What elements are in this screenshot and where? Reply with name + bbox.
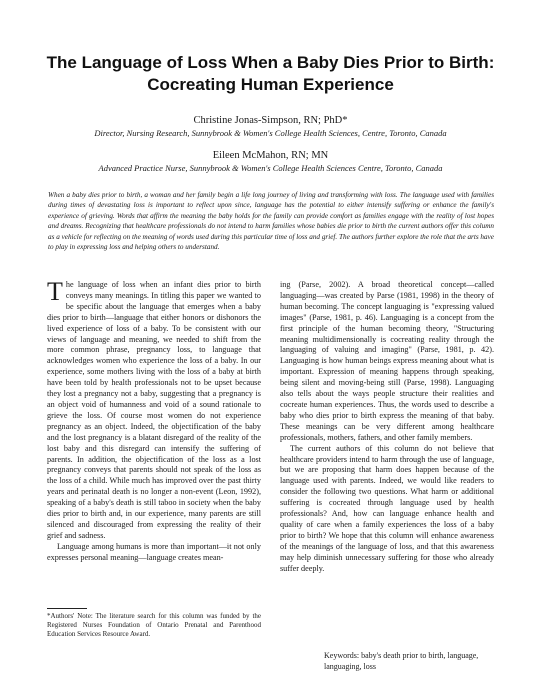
body-paragraph: Language among humans is more than important—it not only expresses personal meaning—language creates mean- xyxy=(47,541,261,562)
body-column-right xyxy=(280,280,494,574)
body-paragraph: The language of loss when an infant dies prior to birth conveys many meanings. In titling this paper we wanted to be specific about the language that emerges when a baby dies prior to birth—language that either honors or dishonors the lived experience of loss of a baby. To be consistent with our views of language and meaning, we needed to shift from the more common phrase, pregnancy loss, to language that acknowledges women who experience the loss of a baby. In our experience, some mothers living with the loss of a baby at birth have been told by health professionals not to be upset because they lost a pregnancy not a baby, suggesting that a pregnancy is an object void of humanness and void of a sound rationale to grieve the loss. Of course most women do not experience pregnancy as an object. Indeed, the objectification of the baby and the lost pregnancy is a blatant disregard of the reality of the lost baby and this disregard can intensify the suffering of parents. In addition, the objectification of the loss as a lost pregnancy conveys that parents should not speak of the loss as the loss of a child. While much has improved over the past thirty years and perinatal death is no longer a non-event (Leon, 1992), speaking of a baby's death is still taboo in society when the baby dies prior to birth and, in our experience, many parents are still silenced and discouraged from expressing the reality of their grief and sadness. xyxy=(47,277,261,540)
author-2-name: Eileen McMahon, RN; MN xyxy=(212,150,329,161)
keywords xyxy=(324,651,496,672)
author-1-affiliation: Director, Nursing Research, Sunnybrook & Women's College Health Sciences, Centre, Toronto, Canada xyxy=(94,128,447,138)
keywords-label: Keywords: xyxy=(324,651,360,660)
drop-cap: T xyxy=(47,277,63,306)
author-2-affiliation: Advanced Practice Nurse, Sunnybrook & Women's College Health Sciences Centre, Toronto, Canada xyxy=(98,163,443,173)
article-title xyxy=(40,52,501,96)
footnote-rule xyxy=(47,608,87,609)
body-paragraph: ing (Parse, 2002). A broad theoretical concept—called languaging—was created by Parse (1981, 1998) in the theory of human becoming. The concept languaging is "expressing valued images" (Parse, 1981, p. 46). Languaging is a concept from the first principle of the human becoming theory, "Structuring meaning multidimensionally is cocreating reality through the languaging of valuing and imaging" (Parse, 1981, p. 42). Languaging is how human beings express meaning about what is important. Expression of meaning happens through speaking, being silent and moving-being still (Parse, 1998). Languaging also tells about the ways people structure their realities and cocreate human experiences. Thus, the words used to describe a baby who dies prior to birth express the meaning of that baby. These meanings can be very different among healthcare professionals, mothers, fathers, and other family members. xyxy=(280,280,494,442)
keywords-text: baby's death prior to birth, language, languaging, loss xyxy=(324,651,479,671)
title-line-2: Cocreating Human Experience xyxy=(147,75,394,94)
title-line-1: The Language of Loss When a Baby Dies Prior to Birth: xyxy=(46,53,495,72)
abstract: When a baby dies prior to birth, a woman and her family begin a life long journey of living and transforming with loss. The language used with families during times of devastating loss is important to reflect upon since, language has the potential to either intensify suffering or enhance the family's experience of grieving. Words that affirm the meaning the baby holds for the family can provide comfort as families engage with the reality of lost hopes and dreams. Recognizing that healthcare professionals do not intend to harm families whose babies die prior to birth the current authors offer this column as a vehicle for reflecting on the meaning of words used during this particular time of loss and grief. The authors further explore the role that the arts have to play in expressing loss and helping others to understand. xyxy=(48,191,494,252)
authors-note-footnote: *Authors' Note: The literature search for this column was funded by the Registered Nurses Foundation of Ontario Prenatal and Parenthood Education Services Resource Award. xyxy=(47,612,261,639)
body-column-left xyxy=(47,277,261,564)
body-paragraph: The current authors of this column do not believe that healthcare providers intend to harm through the use of language, but we are proposing that harm does happen because of the language used with parents. Indeed, we would like readers to consider the following two questions. What harm or additional suffering is cocreated through language used by health professionals? And, how can language enhance health and quality of care when a family experiences the loss of a baby prior to birth? We hope that this column will enhance awareness of the meanings of the language of loss, and that this awareness may help diminish unnecessary suffering for those who already suffer deeply. xyxy=(280,443,494,573)
author-1-name: Christine Jonas-Simpson, RN; PhD* xyxy=(193,115,348,126)
